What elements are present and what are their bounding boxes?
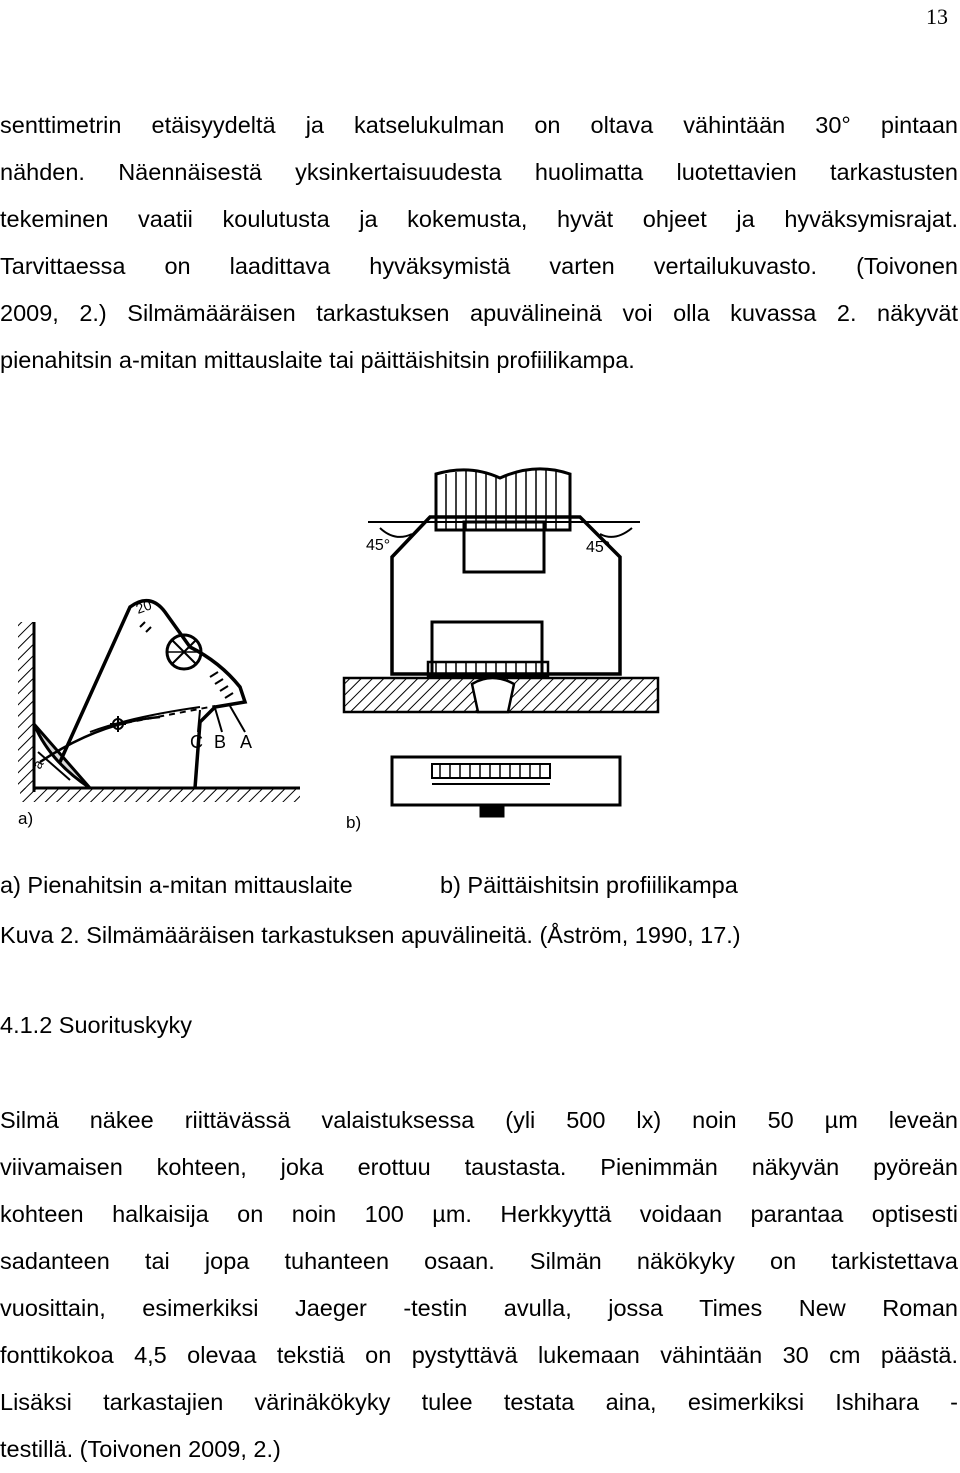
text-line: testillä. (Toivonen 2009, 2.) xyxy=(0,1436,281,1462)
figure-welding-gauges xyxy=(0,462,960,842)
section-heading: 4.1.2 Suorituskyky xyxy=(0,1012,193,1038)
text-line: Silmä näkee riittävässä valaistuksessa (yli 500 lx) noin 50 µm leveän xyxy=(0,1107,958,1133)
text-line: fonttikokoa 4,5 olevaa tekstiä on pystyttävä lukemaan vähintään 30 cm päästä. xyxy=(0,1342,958,1368)
figure-label-a: a) xyxy=(18,809,34,828)
text-line: viivamaisen kohteen, joka erottuu taustasta. Pienimmän näkyvän pyöreän xyxy=(0,1154,958,1180)
page-number: 13 xyxy=(926,4,948,29)
gauge-scale-number: 20 xyxy=(133,596,154,617)
scale-letter-c: C xyxy=(190,732,203,752)
subcaption-a: a) Pienahitsin a-mitan mittauslaite xyxy=(0,872,353,898)
text-line: 2009, 2.) Silmämääräisen tarkastuksen apuvälineinä voi olla kuvassa 2. näkyvät xyxy=(0,300,958,326)
scale-letter-b: B xyxy=(214,732,227,752)
profile-comb-drawing xyxy=(344,468,658,817)
figure-label-b: b) xyxy=(346,813,362,832)
text-line: senttimetrin etäisyydeltä ja katselukulman on oltava vähintään 30° pintaan xyxy=(0,112,958,138)
text-line: pienahitsin a-mitan mittauslaite tai päittäishitsin profiilikampa. xyxy=(0,347,635,373)
figure-caption: Kuva 2. Silmämääräisen tarkastuksen apuvälineitä. (Åström, 1990, 17.) xyxy=(0,922,741,948)
text-line: kohteen halkaisija on noin 100 µm. Herkkyyttä voidaan parantaa optisesti xyxy=(0,1201,958,1227)
fillet-gauge-drawing xyxy=(18,601,300,802)
text-line: nähden. Näennäisestä yksinkertaisuudesta huolimatta luotettavien tarkastusten xyxy=(0,159,958,185)
figure-illustration xyxy=(0,462,960,842)
scale-letter-a: A xyxy=(240,732,253,752)
subcaption-b: b) Päittäishitsin profiilikampa xyxy=(440,872,738,898)
weld-a-label: a xyxy=(28,756,47,772)
paragraph-performance xyxy=(0,1097,958,1473)
paragraph-intro xyxy=(0,102,958,384)
text-line: sadanteen tai jopa tuhanteen osaan. Silmän näkökyky on tarkistettava xyxy=(0,1248,958,1274)
angle-label-left: 45° xyxy=(366,537,391,554)
text-line: vuosittain, esimerkiksi Jaeger -testin avulla, jossa Times New Roman xyxy=(0,1295,958,1321)
text-line: Tarvittaessa on laadittava hyväksymistä varten vertailukuvasto. (Toivonen xyxy=(0,253,958,279)
angle-label-right: 45° xyxy=(586,539,611,556)
text-line: Lisäksi tarkastajien värinäkökyky tulee testata aina, esimerkiksi Ishihara - xyxy=(0,1389,958,1415)
text-line: tekeminen vaatii koulutusta ja kokemusta, hyvät ohjeet ja hyväksymisrajat. xyxy=(0,206,958,232)
